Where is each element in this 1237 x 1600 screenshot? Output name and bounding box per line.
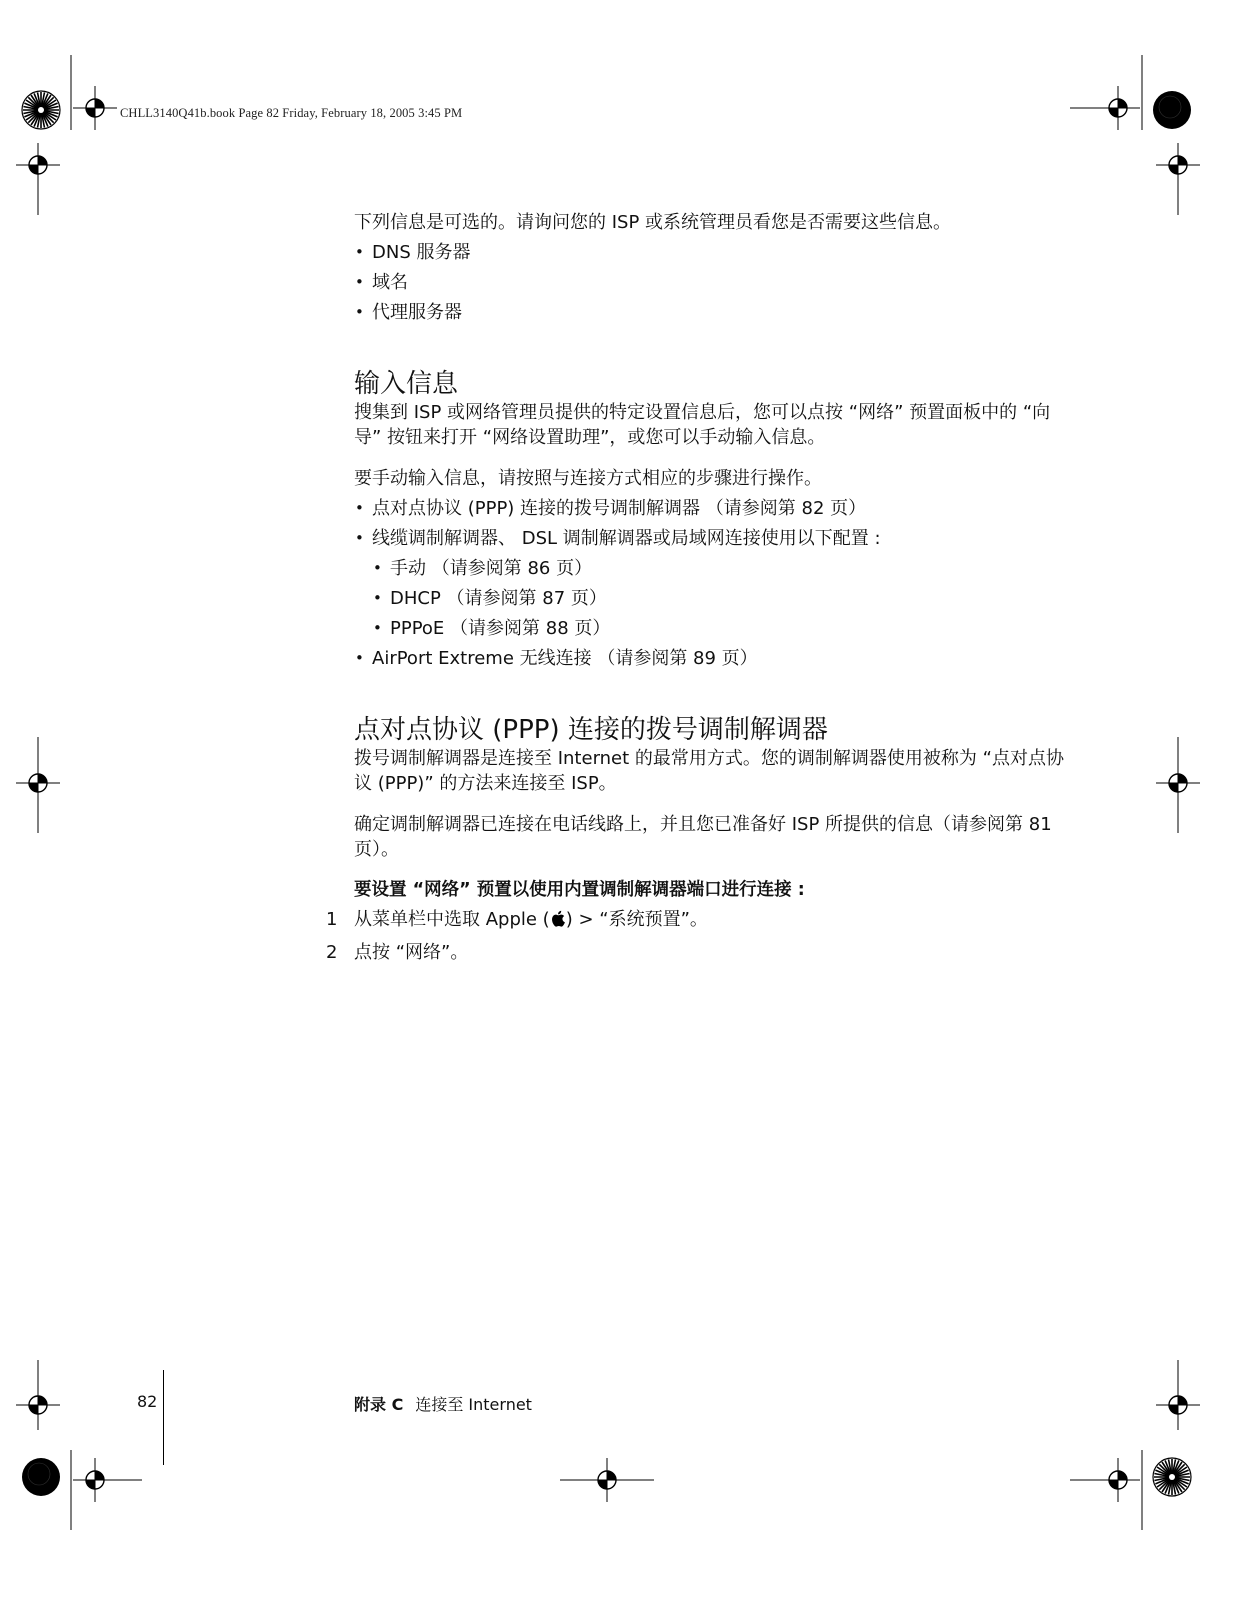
list-item: • AirPort Extreme 无线连接 （请参阅第 89 页） [354,646,1074,671]
step-text: 从菜单栏中选取 Apple ( [354,909,550,930]
optional-info-section [354,210,1074,325]
page-number: 82 [137,1392,158,1411]
appendix-label: 附录 C [354,1395,404,1414]
paragraph: 确定调制解调器已连接在电话线路上，并且您已准备好 ISP 所提供的信息（请参阅第 81 页）。 [354,814,1052,860]
running-footer [354,1392,532,1415]
list-item: • DNS 服务器 [354,240,1074,265]
print-slug: CHLL3140Q41b.book Page 82 Friday, February 18, 2005 3:45 PM [120,106,463,120]
section-heading: 输入信息 [354,369,459,399]
procedure-title: 要设置 “网络” 预置以使用内置调制解调器端口进行连接 : [354,880,805,900]
optional-info-intro: 下列信息是可选的。请询问您的 ISP 或系统管理员看您是否需要这些信息。 [354,212,952,233]
ppp-section [354,714,1074,903]
step-text: 点按 “网络”。 [354,942,469,963]
sub-list-item: • 手动 （请参阅第 86 页） [372,556,1074,581]
section-heading: 点对点协议 (PPP) 连接的拨号调制解调器 [354,715,828,745]
sub-list-item: • PPPoE （请参阅第 88 页） [372,616,1074,641]
footer-divider [163,1370,164,1465]
step-number: 1 [326,909,338,930]
step-text-after: ) > “系统预置”。 [565,909,708,930]
paragraph: 拨号调制解调器是连接至 Internet 的最常用方式。您的调制解调器使用被称为 “点对点协议 (PPP)” 的方法来连接至 ISP。 [354,748,1064,794]
list-item: • 点对点协议 (PPP) 连接的拨号调制解调器 （请参阅第 82 页） [354,496,1074,521]
apple-icon [551,910,565,927]
chapter-title: 连接至 Internet [415,1395,532,1414]
paragraph: 搜集到 ISP 或网络管理员提供的特定设置信息后，您可以点按 “网络” 预置面板中的 “向导” 按钮来打开 “网络设置助理”，或您可以手动输入信息。 [354,402,1051,448]
step-number: 2 [326,942,338,963]
list-item: • 代理服务器 [354,300,1074,325]
list-item: • 域名 [354,270,1074,295]
enter-info-section [354,368,1074,671]
list-item: • 线缆调制解调器、 DSL 调制解调器或局域网连接使用以下配置 : [354,526,1074,551]
step-2 [326,940,468,965]
step-1 [326,907,708,932]
sub-list-item: • DHCP （请参阅第 87 页） [372,586,1074,611]
paragraph: 要手动输入信息，请按照与连接方式相应的步骤进行操作。 [354,468,822,489]
